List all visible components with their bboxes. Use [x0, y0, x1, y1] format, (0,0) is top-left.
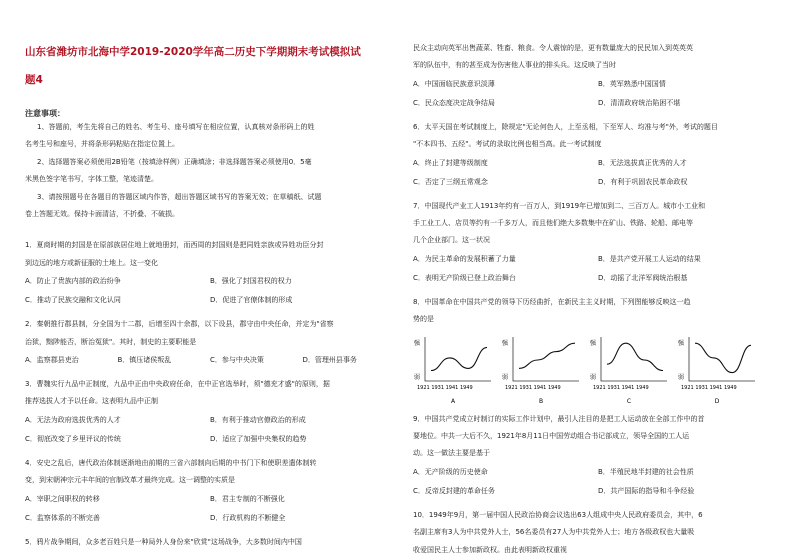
option-b: B．是共产党开展工人运动的结果 — [598, 254, 701, 263]
chart-axes — [425, 337, 491, 381]
chart-letter: A — [450, 397, 456, 405]
notice-2-cont: 米黑色签字笔书写，字体工整，笔迹清楚。 — [25, 175, 158, 184]
left-column — [25, 0, 395, 551]
right-column — [413, 40, 783, 559]
question-6 — [413, 119, 783, 192]
chart-svg — [677, 333, 757, 405]
tick-labels: 1921 1931 1941 1949 — [593, 384, 649, 391]
axis-label-weak: 弱 — [678, 373, 685, 381]
tick-labels: 1921 1931 1941 1949 — [417, 384, 473, 391]
series-line-b — [519, 343, 575, 368]
option-d: D．动摇了北洋军阀统治根基 — [598, 273, 688, 282]
option-c: C．推动了民族交融和文化认同 — [25, 296, 121, 305]
option-b: B．有利于推动官僚政治的形成 — [210, 415, 306, 424]
chart-axes — [513, 337, 579, 381]
question-text: 4．安史之乱后，唐代政治体制逐渐地由前期的三省六部制向后期的中书门下和使职差遣体制转 — [25, 458, 317, 467]
option-d: D．促进了官僚体制的形成 — [210, 296, 293, 305]
chart-letter: C — [626, 397, 632, 405]
question-text: 推荐选拔人才予以任命。这表明九品中正制 — [25, 397, 158, 406]
question-text: 5．鸦片战争期间，众多老百姓只是一种局外人身份来"欣赏"这场战争，大多数时间内中国 — [25, 537, 302, 546]
option-b: B．无法选拔真正优秀的人才 — [598, 158, 687, 167]
notice-2: 2、选择题答案必须使用2B铅笔（按填涂样例）正确填涂；非选择题答案必须使用0．5毫 — [37, 157, 312, 166]
question-text: 2．秦朝推行郡县制，分全国为十二郡，后增至四十余郡，以下设县，郡守由中央任命，并定为"省察 — [25, 320, 334, 329]
option-d: D．行政机构的不断健全 — [210, 513, 286, 522]
question-text: 手工业工人、店员等约有一千多万人，而且他们绝大多数集中在矿山、铁路、轮船、邮电等 — [413, 219, 693, 228]
question-text: 变，到宋朝神宗元丰年间的官制改革才最终完成。这一调整的实质是 — [25, 476, 235, 485]
question-text: 收爱国民主人士参加新政权。由此表明新政权重视 — [413, 545, 567, 554]
axis-label-strong: 强 — [414, 339, 421, 347]
series-line-d — [695, 343, 751, 372]
option-d: D．有利于巩固农民革命政权 — [598, 177, 688, 186]
option-b: B．半殖民地半封建的社会性质 — [598, 467, 694, 476]
option-d: D．适应了加强中央集权的趋势 — [210, 434, 307, 443]
option-d: D．清清政府统治陷困不堪 — [598, 98, 681, 107]
tick-labels: 1921 1931 1941 1949 — [681, 384, 737, 391]
question-text: 名副主席有3人为中共党外人士，56名委员有27人为中共党外人士；地方各级政权也大量吸 — [413, 528, 695, 537]
axis-label-weak: 弱 — [590, 373, 597, 381]
option-a: A．中国面临民族意识淡薄 — [413, 79, 495, 88]
question-text: 1．夏商时期的封国是在原部族居住地上就地册封，而西周的封国则是把同姓亲族或异姓功臣分封 — [25, 241, 324, 250]
question-8 — [413, 294, 783, 405]
question-9 — [413, 411, 783, 501]
question-4 — [25, 455, 395, 528]
chart-letter: D — [714, 397, 720, 405]
option-b: B．英军熟悉中国国情 — [598, 79, 666, 88]
question-5-cont: 军的队伍中，有的甚至成为伤害他人事业的排头兵。这反映了当时 — [413, 61, 616, 70]
notice-3-cont: 卷上答题无效。保持卡面清洁，不折叠、不破损。 — [25, 210, 179, 219]
question-text: 7．中国现代产业工人1913年约有一百万人，到1919年已增加到二、三百万人。城市小工业和 — [413, 201, 706, 210]
option-b: B．镇压诸侯叛乱 — [117, 356, 172, 365]
axis-label-strong: 强 — [590, 339, 597, 347]
chart-letter: B — [538, 397, 544, 405]
option-a: A．防止了贵族内部的政治纷争 — [25, 277, 121, 286]
question-text: "不本四书、五经"。考试的录取比例也相当高。此一考试制度 — [413, 140, 602, 149]
chart-svg — [501, 333, 581, 405]
option-c: C．彻底改变了乡里评议的传统 — [25, 434, 121, 443]
question-7 — [413, 198, 783, 288]
trend-chart-c — [589, 333, 669, 405]
option-c: C．表明无产阶级已登上政治舞台 — [413, 273, 516, 282]
axis-label-strong: 强 — [678, 339, 685, 347]
question-1 — [25, 237, 395, 310]
chart-axes — [689, 337, 755, 381]
tick-labels: 1921 1931 1941 1949 — [505, 384, 561, 391]
doc-title-cont: 题4 — [25, 74, 43, 86]
question-text: 3．曹魏实行九品中正制度，九品中正由中央政府任命，在中正官选举时，须"德充才盛"的原则，据 — [25, 380, 330, 389]
question-text: 动。这一做法主要是基于 — [413, 449, 490, 458]
chart-svg — [413, 333, 493, 405]
notice-3: 3、请按照题号在各题目的答题区域内作答，超出答题区域书写的答案无效；在草稿纸、试题 — [37, 192, 322, 201]
question-text: 要地位。中共一大后不久，1921年8月11日中国劳动组合书记部成立，领导全国的工人运 — [413, 432, 690, 441]
option-c: C．否定了三纲五常观念 — [413, 177, 488, 186]
question-3 — [25, 376, 395, 449]
option-d: D．共产国际的指导和斗争经验 — [598, 486, 695, 495]
question-text: 6．太平天国在考试制度上，除规定"无论何色人，上至丞相，下至军人、均准与考"外，考试的题目 — [413, 122, 718, 131]
question-text: 10．1949年9月，第一届中国人民政治协商会议选出63人组成中央人民政府委员会，其中，6 — [413, 510, 703, 519]
question-text: 势的是 — [413, 315, 434, 324]
option-a: A．宰职之间职权的转移 — [25, 494, 100, 503]
option-b: B．君主专制的不断强化 — [210, 494, 285, 503]
axis-label-weak: 弱 — [502, 373, 509, 381]
option-c: C．反帝反封建的革命任务 — [413, 486, 495, 495]
trend-chart-a — [413, 333, 493, 405]
option-d: D．管理州县事务 — [302, 356, 357, 365]
axis-label-strong: 强 — [502, 339, 509, 347]
question-text: 几个企业部门。这一状况 — [413, 236, 490, 245]
trend-chart-b — [501, 333, 581, 405]
question-text: 9．中国共产党成立时制订的实际工作计划中，最引人注目的是把工人运动放在全部工作中的首 — [413, 414, 705, 423]
question-5 — [25, 534, 395, 551]
option-c: C．民众态度决定战争结局 — [413, 98, 495, 107]
axis-label-weak: 弱 — [414, 373, 421, 381]
chart-axes — [601, 337, 667, 381]
notice-header: 注意事项： — [25, 109, 65, 118]
option-a: A．为民主革命的发展积蓄了力量 — [413, 254, 516, 263]
chart-svg — [589, 333, 669, 405]
option-a: A．无法为政府选拔优秀的人才 — [25, 415, 121, 424]
series-line-c — [607, 343, 663, 370]
question-text: 到边远的地方或新征服的土地上。这一变化 — [25, 258, 158, 267]
question-text: 治狱，黜陟能否，断治冤狱"。其时，制史的主要职能是 — [25, 337, 197, 346]
question-5-cont: 民众主动向英军出售蔬菜、牲畜、粮食。令人震惊的是，更有数量庞大的民民加入到英英英 — [413, 44, 693, 52]
notice-1-cont: 名考生号和座号，并将条形码粘贴在指定位置上。 — [25, 140, 179, 149]
trend-chart-d — [677, 333, 757, 405]
option-b: B．强化了封国君权的权力 — [210, 277, 292, 286]
question-2 — [25, 316, 395, 370]
notice-1: 1、答题前，考生先将自己的姓名、考生号、座号填写在相应位置，认真核对条形码上的姓 — [37, 123, 315, 131]
question-10 — [413, 507, 783, 559]
option-a: A．终止了封建等级制度 — [413, 158, 488, 167]
option-c: C．参与中央决策 — [210, 356, 264, 365]
option-a: A．监察郡县吏治 — [25, 356, 79, 365]
doc-title: 山东省潍坊市北海中学2019-2020学年高二历史下学期期末考试模拟试 — [25, 46, 361, 58]
option-c: C．监察体系的不断完善 — [25, 513, 100, 522]
series-line-a — [431, 347, 487, 370]
option-a: A．无产阶级的历史使命 — [413, 467, 488, 476]
question-text: 8．中国革命在中国共产党的领导下历经曲折，在新民主主义时期，下列图能够反映这一趋 — [413, 297, 691, 306]
trend-charts — [413, 333, 783, 405]
